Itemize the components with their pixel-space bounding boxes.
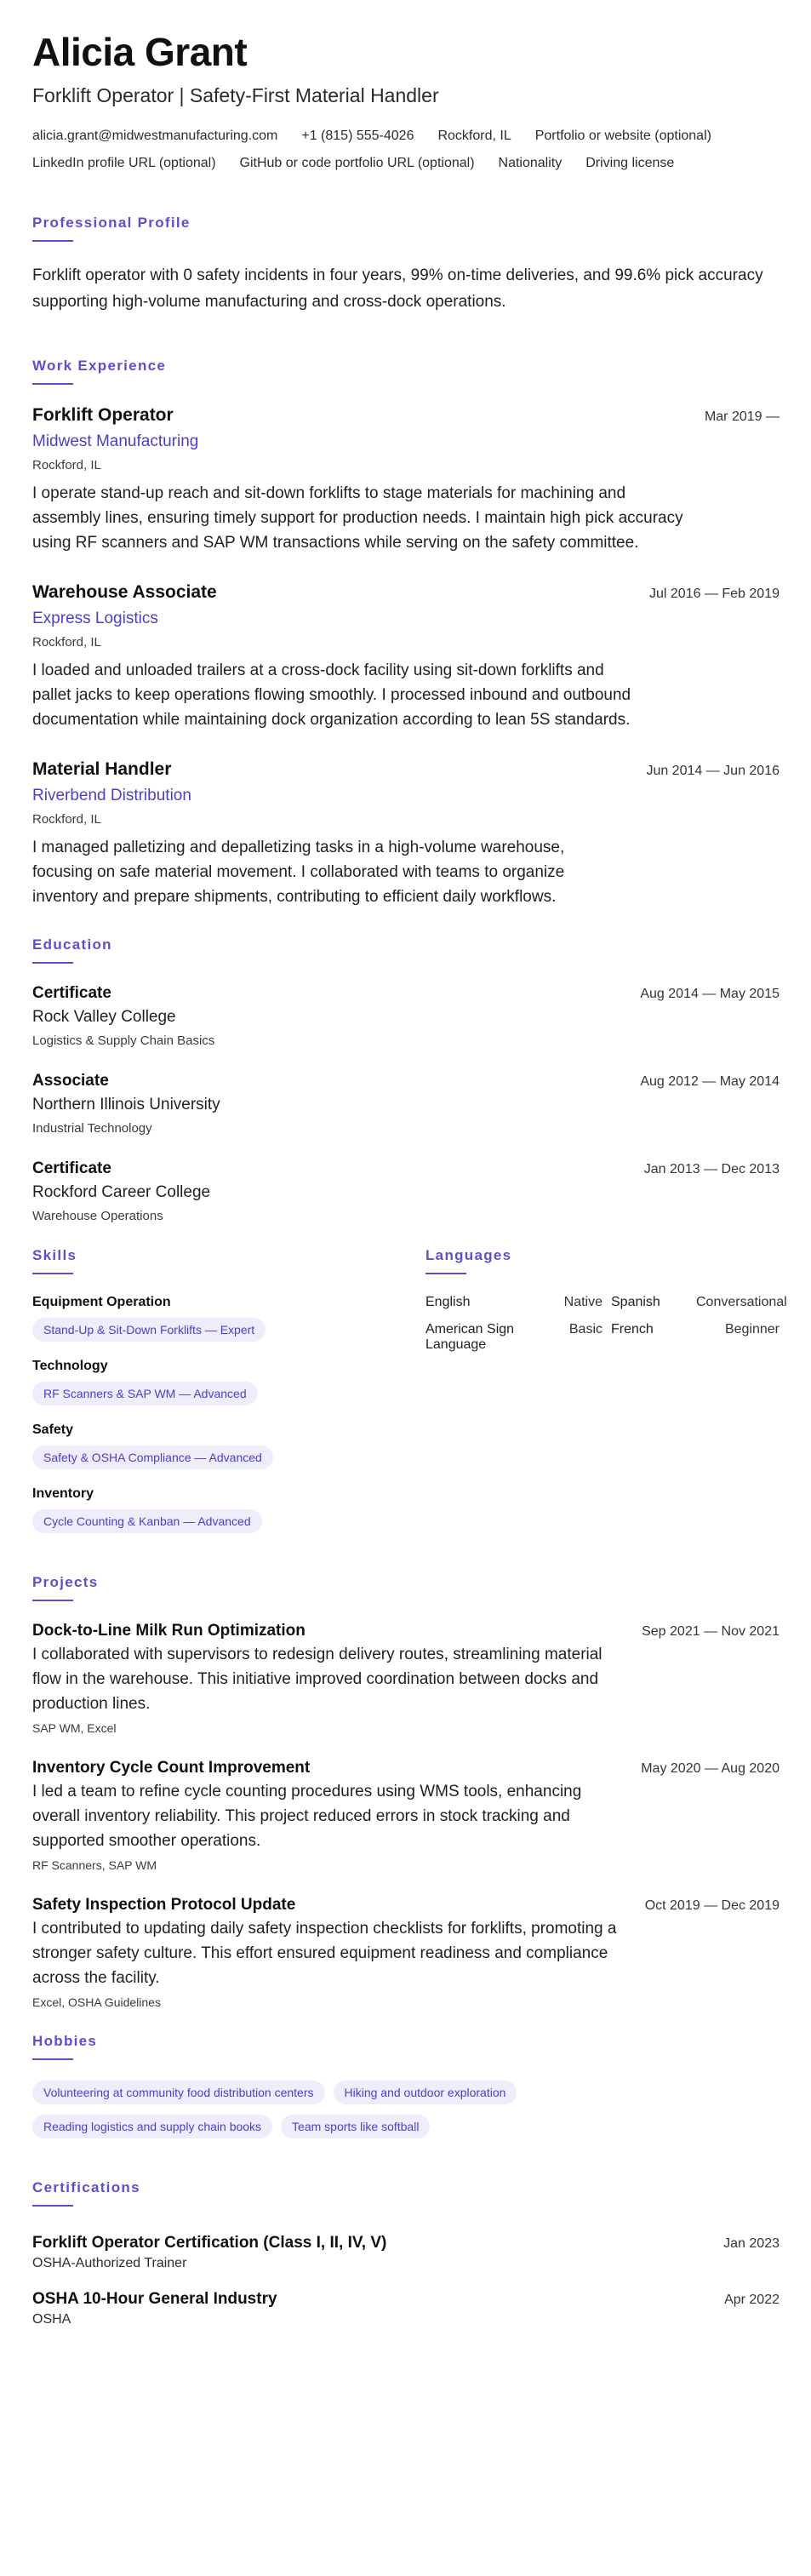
job-location: Rockford, IL bbox=[32, 457, 101, 472]
project-tools: RF Scanners, SAP WM bbox=[32, 1858, 157, 1872]
hobby-tag: Reading logistics and supply chain books bbox=[32, 2115, 272, 2138]
education-school: Rock Valley College bbox=[32, 1007, 176, 1026]
project-title: Safety Inspection Protocol Update bbox=[32, 1895, 296, 1914]
job-description: I loaded and unloaded trailers at a cross-dock facility using sit-down forklifts and pallet jacks to keep operations flowing smoothly. I processed inbound and outbound documentation while maintaining dock organization according to lean 5S standards. bbox=[32, 661, 631, 729]
education-field: Warehouse Operations bbox=[32, 1208, 163, 1223]
project-entry bbox=[32, 1622, 780, 1735]
education-school: Northern Illinois University bbox=[32, 1095, 220, 1113]
section-title: Skills bbox=[32, 1246, 77, 1263]
education-date: Jan 2013 — Dec 2013 bbox=[643, 1161, 780, 1176]
section-title: Hobbies bbox=[32, 2032, 98, 2049]
section-title: Work Experience bbox=[32, 357, 167, 374]
project-description: I collaborated with supervisors to redesign delivery routes, streamlining material flow in the warehouse. This initiative improved coordination between docks and production lines. bbox=[32, 1645, 603, 1713]
job-description: I managed palletizing and depalletizing tasks in a high-volume warehouse, focusing on safe material movement. I collaborated with teams to organize inventory and prepare shipments, contributing to efficient daily workflows. bbox=[32, 838, 565, 906]
job-entry bbox=[32, 759, 780, 909]
section-divider bbox=[32, 2058, 73, 2060]
project-date: Oct 2019 — Dec 2019 bbox=[644, 1898, 780, 1913]
skill-category: Technology bbox=[32, 1358, 108, 1373]
education-field: Logistics & Supply Chain Basics bbox=[32, 1033, 215, 1048]
experience-section bbox=[32, 358, 780, 909]
language-level: Beginner bbox=[724, 1321, 780, 1337]
projects-section bbox=[32, 1574, 780, 2009]
project-title: Dock-to-Line Milk Run Optimization bbox=[32, 1621, 306, 1640]
contact-nationality: Nationality bbox=[498, 155, 563, 170]
language-level: Native bbox=[563, 1294, 603, 1309]
skills-column bbox=[32, 1247, 425, 1550]
language-name: French bbox=[611, 1321, 654, 1337]
education-degree: Associate bbox=[32, 1071, 109, 1090]
skill-tag: RF Scanners & SAP WM — Advanced bbox=[32, 1382, 258, 1405]
education-section bbox=[32, 936, 780, 1223]
certification-entry bbox=[32, 2234, 780, 2271]
job-title: Warehouse Associate bbox=[32, 581, 217, 602]
skill-tag: Safety & OSHA Compliance — Advanced bbox=[32, 1445, 273, 1469]
project-tools: Excel, OSHA Guidelines bbox=[32, 1995, 161, 2009]
languages-column bbox=[425, 1246, 787, 1550]
hobbies-list bbox=[32, 2081, 577, 2138]
education-date: Aug 2014 — May 2015 bbox=[640, 986, 780, 1001]
education-field: Industrial Technology bbox=[32, 1120, 152, 1136]
hobby-tag: Volunteering at community food distribution centers bbox=[32, 2081, 325, 2104]
language-level: Conversational bbox=[696, 1294, 787, 1309]
project-description: I led a team to refine cycle counting procedures using WMS tools, enhancing overall inventory reliability. This project reduced errors in stock tracking and supported smoother operations. bbox=[32, 1782, 582, 1850]
contact-github[interactable]: GitHub or code portfolio URL (optional) bbox=[239, 155, 475, 170]
certification-name: OSHA 10-Hour General Industry bbox=[32, 2289, 277, 2308]
job-date: Jul 2016 — Feb 2019 bbox=[649, 586, 780, 601]
certifications-section bbox=[32, 2179, 780, 2327]
education-degree: Certificate bbox=[32, 983, 111, 1002]
languages-list bbox=[425, 1294, 787, 1353]
certification-date: Apr 2022 bbox=[724, 2292, 780, 2307]
job-entry bbox=[32, 582, 780, 732]
certification-issuer: OSHA-Authorized Trainer bbox=[32, 2255, 187, 2270]
skill-category: Equipment Operation bbox=[32, 1294, 171, 1309]
contact-info bbox=[32, 128, 798, 172]
education-date: Aug 2012 — May 2014 bbox=[640, 1073, 780, 1089]
hobby-tag: Hiking and outdoor exploration bbox=[334, 2081, 517, 2104]
contact-portfolio[interactable]: Portfolio or website (optional) bbox=[534, 128, 711, 143]
job-location: Rockford, IL bbox=[32, 811, 101, 827]
resume-header bbox=[32, 31, 780, 172]
section-divider bbox=[32, 1600, 73, 1601]
skill-group bbox=[32, 1486, 425, 1533]
education-entry bbox=[32, 1159, 780, 1223]
section-divider bbox=[32, 1273, 73, 1274]
skill-group bbox=[32, 1423, 425, 1469]
education-entry bbox=[32, 984, 780, 1048]
section-title: Certifications bbox=[32, 2178, 140, 2195]
section-title: Professional Profile bbox=[32, 214, 191, 231]
project-entry bbox=[32, 1896, 780, 2009]
contact-linkedin[interactable]: LinkedIn profile URL (optional) bbox=[32, 155, 216, 170]
language-name: English bbox=[425, 1294, 471, 1309]
language-level: Basic bbox=[568, 1321, 603, 1337]
contact-email[interactable]: alicia.grant@midwestmanufacturing.com bbox=[32, 128, 278, 143]
certification-issuer: OSHA bbox=[32, 2311, 71, 2327]
certification-name: Forklift Operator Certification (Class I, II, IV, V) bbox=[32, 2233, 387, 2252]
candidate-headline: Forklift Operator | Safety-First Material Handler bbox=[32, 83, 439, 106]
education-degree: Certificate bbox=[32, 1159, 111, 1177]
job-entry bbox=[32, 405, 780, 555]
job-date: Mar 2019 — bbox=[704, 409, 780, 424]
hobby-tag: Team sports like softball bbox=[281, 2115, 430, 2138]
contact-phone[interactable]: +1 (815) 555-4026 bbox=[301, 128, 414, 143]
education-entry bbox=[32, 1072, 780, 1136]
candidate-name: Alicia Grant bbox=[32, 30, 248, 74]
profile-summary: Forklift operator with 0 safety incidents in four years, 99% on-time deliveries, and 99.6% pick accuracy supporting high-volume manufacturing and cross-dock operations. bbox=[32, 266, 763, 311]
project-description: I contributed to updating daily safety inspection checklists for forklifts, promoting a stronger safety culture. This effort ensured equipment readiness and compliance across the facility. bbox=[32, 1919, 617, 1987]
job-location: Rockford, IL bbox=[32, 634, 101, 650]
language-name: Spanish bbox=[611, 1294, 660, 1309]
skill-category: Inventory bbox=[32, 1485, 94, 1501]
skill-group bbox=[32, 1359, 425, 1405]
project-date: Sep 2021 — Nov 2021 bbox=[642, 1623, 780, 1639]
job-company: Midwest Manufacturing bbox=[32, 432, 199, 450]
hobbies-section bbox=[32, 2033, 780, 2138]
project-tools: SAP WM, Excel bbox=[32, 1720, 117, 1735]
skill-tag: Cycle Counting & Kanban — Advanced bbox=[32, 1509, 262, 1533]
job-company: Express Logistics bbox=[32, 609, 158, 627]
job-description: I operate stand-up reach and sit-down forklifts to stage materials for machining and assembly lines, ensuring timely support for production needs. I maintain high pick accuracy using RF scanners and SAP WM transactions while serving on the safety committee. bbox=[32, 484, 683, 552]
education-school: Rockford Career College bbox=[32, 1182, 211, 1201]
section-title: Education bbox=[32, 936, 112, 953]
job-title: Material Handler bbox=[32, 758, 172, 779]
skill-tag: Stand-Up & Sit-Down Forklifts — Expert bbox=[32, 1318, 266, 1342]
skill-category: Safety bbox=[32, 1422, 74, 1437]
project-entry bbox=[32, 1759, 780, 1872]
skill-group bbox=[32, 1295, 425, 1342]
job-company: Riverbend Distribution bbox=[32, 786, 191, 804]
skills-languages-section bbox=[32, 1246, 787, 1550]
section-divider bbox=[32, 2205, 73, 2207]
profile-section bbox=[32, 215, 780, 315]
section-title: Projects bbox=[32, 1573, 99, 1590]
project-date: May 2020 — Aug 2020 bbox=[641, 1760, 780, 1776]
section-divider bbox=[32, 962, 73, 964]
section-divider bbox=[32, 383, 73, 385]
language-name: American Sign Language bbox=[425, 1321, 515, 1352]
section-divider bbox=[425, 1273, 466, 1274]
contact-location: Rockford, IL bbox=[437, 128, 511, 143]
certification-entry bbox=[32, 2290, 780, 2327]
job-title: Forklift Operator bbox=[32, 404, 174, 425]
job-date: Jun 2014 — Jun 2016 bbox=[646, 763, 780, 778]
section-divider bbox=[32, 240, 73, 242]
certification-date: Jan 2023 bbox=[723, 2235, 780, 2251]
section-title: Languages bbox=[425, 1246, 512, 1263]
project-title: Inventory Cycle Count Improvement bbox=[32, 1758, 311, 1777]
contact-driving-license: Driving license bbox=[585, 155, 675, 170]
